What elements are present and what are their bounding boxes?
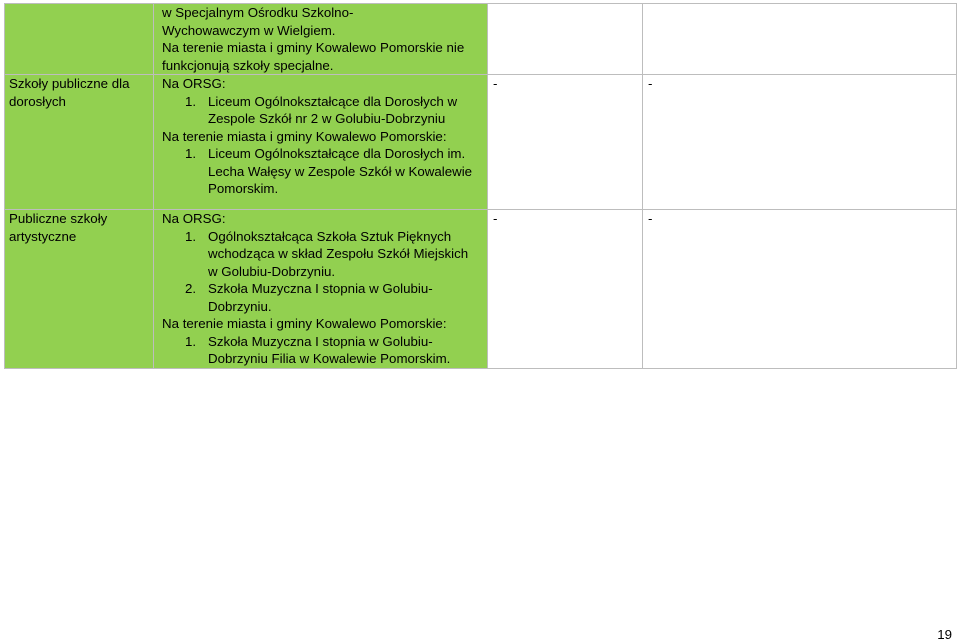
orsg-header: Na ORSG: — [162, 76, 226, 91]
category-cell — [5, 4, 154, 75]
category-label: Publiczne szkoły artystyczne — [9, 211, 108, 244]
list-item — [162, 280, 481, 315]
page-number: 19 — [937, 627, 952, 642]
table-row — [5, 4, 957, 75]
text-line: funkcjonują szkoły specjalne. — [162, 57, 334, 73]
description-cell — [154, 210, 488, 369]
empty-cell — [488, 4, 643, 75]
value-cell — [488, 210, 643, 369]
list-item — [162, 228, 481, 281]
text-line: Wychowawczym w Wielgiem. — [162, 22, 336, 38]
list-item — [162, 93, 481, 128]
item-number: 1. — [185, 333, 197, 349]
kowalewo-header: Na terenie miasta i gminy Kowalewo Pomorskie: — [162, 316, 447, 331]
description-cell — [154, 4, 488, 75]
empty-cell — [643, 4, 957, 75]
item-text: Liceum Ogólnokształcące dla Dorosłych w Zespole Szkół nr 2 w Golubiu-Dobrzyniu — [208, 93, 458, 126]
dash-value: - — [493, 76, 498, 91]
list-item — [162, 145, 481, 198]
item-text: Ogólnokształcąca Szkoła Sztuk Pięknych wchodząca w skład Zespołu Szkół Miejskich w Golubiu-Dobrzyniu. — [208, 228, 469, 279]
dash-value: - — [493, 211, 498, 226]
item-number: 2. — [185, 281, 197, 296]
value-cell — [643, 210, 957, 369]
list-item — [162, 333, 481, 368]
schools-table — [4, 3, 957, 369]
value-cell — [643, 75, 957, 210]
description-cell — [154, 75, 488, 210]
dash-value: - — [648, 211, 653, 226]
table-row — [5, 210, 957, 369]
category-cell — [5, 210, 154, 369]
item-number: 1. — [185, 146, 197, 161]
item-number: 1. — [185, 228, 197, 244]
value-cell — [488, 75, 643, 210]
item-text: Szkoła Muzyczna I stopnia w Golubiu-Dobrzyniu. — [208, 281, 433, 314]
orsg-header: Na ORSG: — [162, 211, 226, 226]
item-text: Szkoła Muzyczna I stopnia w Golubiu-Dobrzyniu Filia w Kowalewie Pomorskim. — [208, 333, 451, 366]
text-line: Na terenie miasta i gminy Kowalewo Pomorskie nie — [162, 40, 465, 55]
category-cell — [5, 75, 154, 210]
text-line: w Specjalnym Ośrodku Szkolno- — [162, 5, 354, 20]
category-label: Szkoły publiczne dla dorosłych — [9, 76, 130, 109]
item-number: 1. — [185, 93, 197, 109]
dash-value: - — [648, 76, 653, 91]
table-row — [5, 75, 957, 210]
kowalewo-header: Na terenie miasta i gminy Kowalewo Pomorskie: — [162, 128, 447, 144]
item-text: Liceum Ogólnokształcące dla Dorosłych im. Lecha Wałęsy w Zespole Szkół w Kowalewie Pomorskim. — [208, 146, 473, 196]
